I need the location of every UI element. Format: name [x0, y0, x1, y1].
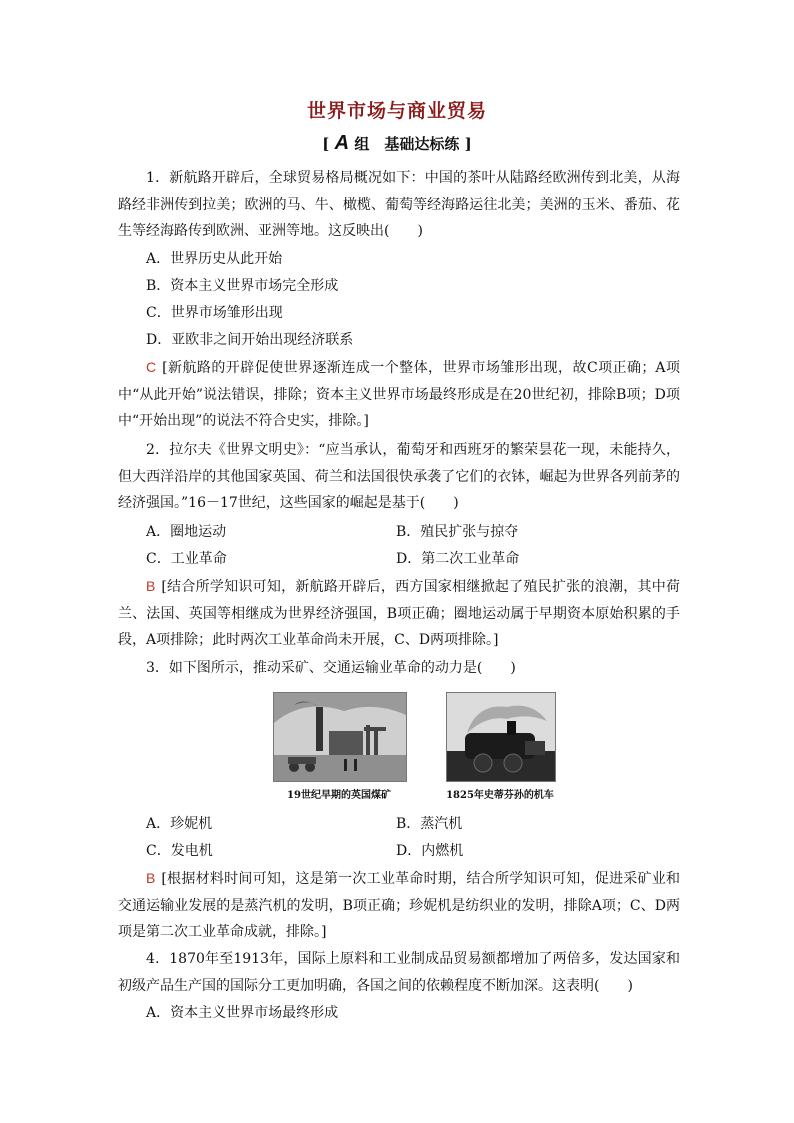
- page-title: 世界市场与商业贸易: [306, 100, 487, 122]
- question-1-explanation: [新航路的开辟促使世界逐渐连成一个整体，世界市场雏形出现，故C项正确；A项中“从此开始”说法错误，排除；资本主义世界市场最终形成是在20世纪初，排除B项；D项中“开始出现”的说法不符合史实，排除。]: [118, 360, 680, 429]
- question-4-option-a[interactable]: A．资本主义世界市场最终形成: [146, 1005, 339, 1021]
- question-1-analysis: [118, 354, 680, 435]
- question-3-analysis: [118, 865, 680, 946]
- question-2-explanation: [结合所学知识可知，新航路开辟后，西方国家相继掀起了殖民扩张的浪潮，其中荷兰、法国、英国等相继成为世界经济强国，B项正确；圈地运动属于早期资本原始积累的手段，A项排除；此时两次工业革命尚未开展，C、D两项排除。]: [118, 579, 680, 648]
- bracket-open: [: [322, 135, 330, 153]
- question-1-answer: C: [146, 359, 157, 375]
- question-3-option-a[interactable]: A．珍妮机: [146, 816, 213, 832]
- question-1-stem: 1．新航路开辟后，全球贸易格局概况如下：中国的茶叶从陆路经欧洲传到北美，从海路经非洲传到拉美；欧洲的马、牛、橄榄、葡萄等经海路运往北美；美洲的玉米、番茄、花生等经海路传到欧洲、亚洲等地。这反映出( ): [118, 170, 680, 239]
- question-4-stem: 4．1870年至1913年，国际上原料和工业制成品贸易额都增加了两倍多，发达国家和初级产品生产国的国际分工更加明确，各国之间的依赖程度不断加深。这表明( ): [118, 951, 680, 994]
- question-1-option-b[interactable]: B．资本主义世界市场完全形成: [146, 278, 339, 294]
- question-1-option-a[interactable]: A．世界历史从此开始: [146, 251, 283, 267]
- question-1-option-d[interactable]: D．亚欧非之间开始出现经济联系: [146, 332, 354, 348]
- question-3-option-c[interactable]: C．发电机: [146, 843, 213, 859]
- question-2-option-b[interactable]: B．殖民扩张与掠夺: [396, 524, 519, 540]
- question-2-analysis: [118, 573, 680, 654]
- group-letter: A: [334, 132, 350, 154]
- coal-mine-caption: 19世纪早期的英国煤矿: [287, 790, 391, 801]
- question-3-option-b[interactable]: B．蒸汽机: [396, 816, 463, 832]
- group-label: 组 基础达标练: [354, 135, 460, 153]
- question-1-option-c[interactable]: C．世界市场雏形出现: [146, 305, 283, 321]
- question-3-stem: 3．如下图所示，推动采矿、交通运输业革命的动力是( ): [146, 660, 516, 676]
- locomotive-caption: 1825年史蒂芬孙的机车: [446, 790, 554, 801]
- question-2-option-d[interactable]: D．第二次工业革命: [396, 551, 520, 567]
- coal-mine-illustration: [274, 693, 406, 781]
- bracket-close: ]: [464, 135, 472, 153]
- question-2-option-c[interactable]: C．工业革命: [146, 551, 227, 567]
- question-2-stem: 2．拉尔夫《世界文明史》：“应当承认，葡萄牙和西班牙的繁荣昙花一现，未能持久，但大西洋沿岸的其他国家英国、荷兰和法国很快承袭了它们的衣钵，崛起为世界各列前茅的经济强国。”16－17世纪，这些国家的崛起是基于( ): [118, 442, 680, 511]
- locomotive-image: [446, 692, 556, 782]
- question-3-answer: B: [146, 870, 156, 886]
- question-3-option-d[interactable]: D．内燃机: [396, 843, 464, 859]
- section-heading: [0, 132, 794, 155]
- coal-mine-image: [273, 692, 407, 782]
- question-2-option-a[interactable]: A．圈地运动: [146, 524, 227, 540]
- question-3-explanation: [根据材料时间可知，这是第一次工业革命时期，结合所学知识可知，促进采矿业和交通运输业发展的是蒸汽机的发明，B项正确；珍妮机是纺织业的发明，排除A项；C、D两项是第二次工业革命成就，排除。]: [118, 871, 680, 940]
- question-2-answer: B: [146, 578, 156, 594]
- locomotive-illustration: [447, 693, 555, 781]
